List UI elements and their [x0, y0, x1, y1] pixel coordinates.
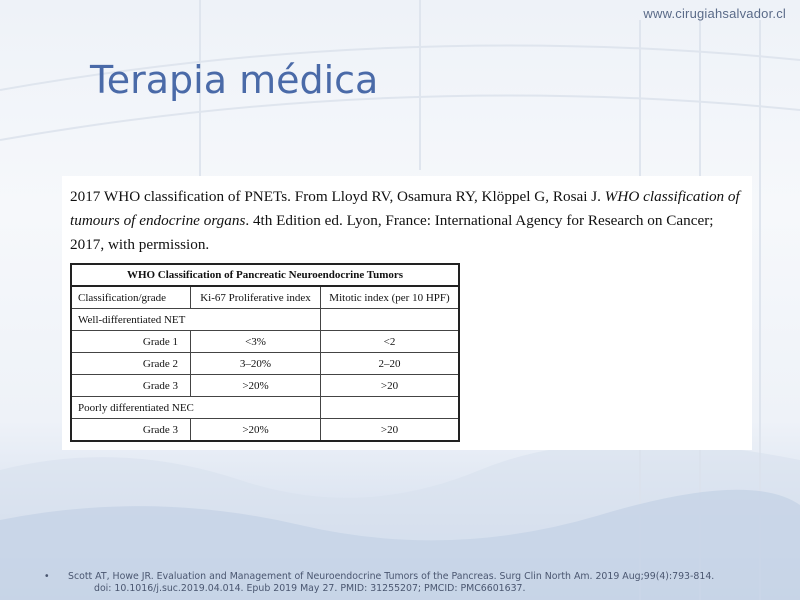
- ki67-cell: <3%: [191, 331, 321, 353]
- section-row: [71, 309, 459, 331]
- table-row: [71, 419, 459, 442]
- section-row: [71, 397, 459, 419]
- empty-cell: [321, 309, 460, 331]
- mitotic-cell: 2–20: [321, 353, 460, 375]
- mitotic-cell: <2: [321, 331, 460, 353]
- table-title: WHO Classification of Pancreatic Neuroendocrine Tumors: [71, 264, 459, 286]
- grade-cell: Grade 2: [71, 353, 191, 375]
- reference-citation: [44, 571, 784, 595]
- grade-cell: Grade 3: [71, 419, 191, 442]
- site-url: www.cirugiahsalvador.cl: [643, 6, 786, 21]
- table-row: [71, 375, 459, 397]
- bullet-icon: •: [44, 571, 50, 582]
- table-title-row: [71, 264, 459, 286]
- header-ki67: Ki-67 Proliferative index: [191, 286, 321, 309]
- table-caption: [70, 185, 750, 257]
- ki67-cell: >20%: [191, 419, 321, 442]
- grade-cell: Grade 1: [71, 331, 191, 353]
- ki67-cell: >20%: [191, 375, 321, 397]
- section-well-differentiated: Well-differentiated NET: [71, 309, 321, 331]
- ki67-cell: 3–20%: [191, 353, 321, 375]
- mitotic-cell: >20: [321, 419, 460, 442]
- reference-line-1: Scott AT, Howe JR. Evaluation and Management of Neuroendocrine Tumors of the Pancreas. Surg Clin North Am. 2019 Aug;99(4):793-814.: [68, 571, 715, 582]
- table-row: [71, 331, 459, 353]
- header-classification: Classification/grade: [71, 286, 191, 309]
- table-row: [71, 353, 459, 375]
- section-poorly-differentiated: Poorly differentiated NEC: [71, 397, 321, 419]
- header-mitotic: Mitotic index (per 10 HPF): [321, 286, 460, 309]
- caption-suffix: . 4th Edition ed. Lyon, France: International Agency for Research on Cancer; 2017, with permission.: [70, 212, 714, 253]
- content-panel: [62, 176, 752, 450]
- caption-italic: WHO classification of tumours of endocrine organs: [70, 188, 740, 229]
- slide-title: Terapia médica: [90, 58, 379, 102]
- who-classification-table: [70, 263, 460, 442]
- empty-cell: [321, 397, 460, 419]
- caption-prefix: 2017 WHO classification of PNETs. From Lloyd RV, Osamura RY, Klöppel G, Rosai J.: [70, 188, 605, 205]
- table-header-row: [71, 286, 459, 309]
- mitotic-cell: >20: [321, 375, 460, 397]
- grade-cell: Grade 3: [71, 375, 191, 397]
- reference-line-2: doi: 10.1016/j.suc.2019.04.014. Epub 2019 May 27. PMID: 31255207; PMCID: PMC6601637.: [94, 583, 526, 594]
